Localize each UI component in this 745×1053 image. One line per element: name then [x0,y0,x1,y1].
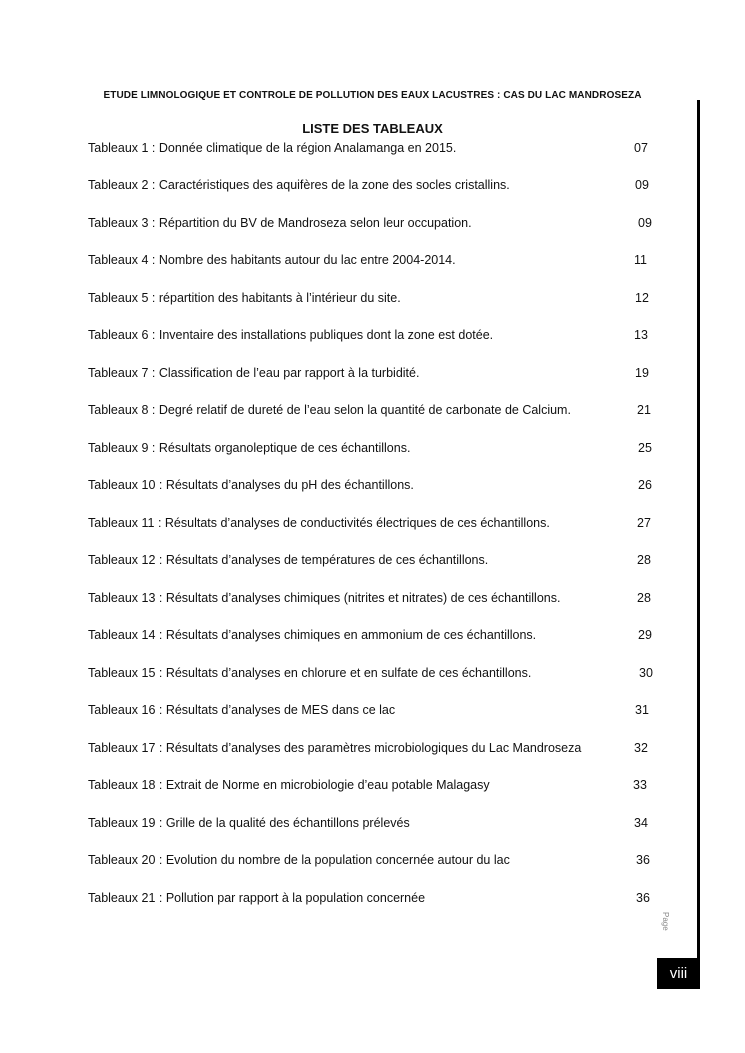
toc-entry-page: 25 [638,441,652,455]
toc-entry-page: 21 [637,403,651,417]
toc-entry-text: Tableaux 2 : Caractéristiques des aquifères de la zone des socles cristallins. [88,178,510,192]
toc-entry-page: 28 [637,591,651,605]
toc-entry-text: Tableaux 11 : Résultats d’analyses de conductivités électriques de ces échantillons. [88,516,550,530]
running-header: ETUDE LIMNOLOGIQUE ET CONTROLE DE POLLUTION DES EAUX LACUSTRES : CAS DU LAC MANDROSEZA [103,90,642,101]
toc-entry-page: 09 [638,216,652,230]
toc-entry-page: 29 [638,628,652,642]
toc-entry-text: Tableaux 14 : Résultats d’analyses chimiques en ammonium de ces échantillons. [88,628,537,642]
toc-entry-page: 19 [635,366,649,380]
toc-entry-text: Tableaux 10 : Résultats d’analyses du pH des échantillons. [88,478,414,492]
toc-entry-text: Tableaux 9 : Résultats organoleptique de ces échantillons. [88,441,411,455]
toc-entry-page: 12 [635,291,649,305]
toc-entry-page: 09 [635,178,649,192]
toc-entry-text: Tableaux 1 : Donnée climatique de la région Analamanga en 2015. [88,141,457,155]
toc-entry-page: 33 [633,778,647,792]
toc-entry-page: 36 [636,853,650,867]
toc-entry-page: 36 [636,891,650,905]
toc-entry-page: 34 [634,816,648,830]
toc-entry-text: Tableaux 5 : répartition des habitants à l’intérieur du site. [88,291,401,305]
toc-entry-text: Tableaux 7 : Classification de l’eau par rapport à la turbidité. [88,366,420,380]
toc-entry-text: Tableaux 13 : Résultats d’analyses chimiques (nitrites et nitrates) de ces échantillons. [88,591,561,605]
toc-entry-page: 11 [634,253,647,267]
toc-entry-text: Tableaux 16 : Résultats d’analyses de MES dans ce lac [88,703,396,717]
toc-entry-text: Tableaux 19 : Grille de la qualité des échantillons prélevés [88,816,410,830]
vertical-rule [697,100,700,988]
toc-entry-page: 07 [634,141,648,155]
toc-entry-text: Tableaux 18 : Extrait de Norme en microbiologie d’eau potable Malagasy [88,778,490,792]
page-side-label: Page [661,912,670,931]
toc-entry-page: 30 [639,666,653,680]
toc-entry-page: 13 [634,328,648,342]
toc-entry-text: Tableaux 21 : Pollution par rapport à la population concernée [88,891,426,905]
toc-entry-text: Tableaux 3 : Répartition du BV de Mandroseza selon leur occupation. [88,216,472,230]
toc-entry-text: Tableaux 15 : Résultats d’analyses en chlorure et en sulfate de ces échantillons. [88,666,532,680]
page-number-badge: viii [657,958,700,989]
toc-entry-text: Tableaux 4 : Nombre des habitants autour du lac entre 2004-2014. [88,253,456,267]
list-title: LISTE DES TABLEAUX [302,121,443,136]
toc-entry-page: 28 [637,553,651,567]
toc-entry-text: Tableaux 20 : Evolution du nombre de la population concernée autour du lac [88,853,510,867]
toc-entry-text: Tableaux 17 : Résultats d’analyses des paramètres microbiologiques du Lac Mandroseza [88,741,582,755]
toc-entry-page: 27 [637,516,651,530]
toc-entry-text: Tableaux 6 : Inventaire des installations publiques dont la zone est dotée. [88,328,494,342]
toc-entry-page: 31 [635,703,649,717]
toc-entry-page: 32 [634,741,648,755]
toc-entry-text: Tableaux 12 : Résultats d’analyses de températures de ces échantillons. [88,553,489,567]
toc-entry-text: Tableaux 8 : Degré relatif de dureté de l’eau selon la quantité de carbonate de Calcium. [88,403,571,417]
toc-entry-page: 26 [638,478,652,492]
